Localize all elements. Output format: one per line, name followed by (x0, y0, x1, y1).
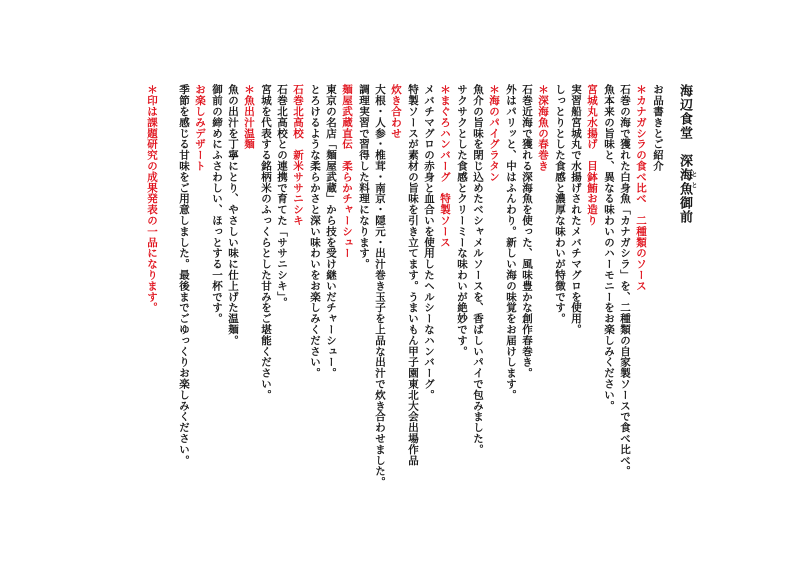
item-heading: ＊まぐろハンバーグ 特製ソース (439, 84, 451, 248)
item-description: メバチマグロの赤身と血合いを使用したヘルシーなハンバーグ。 (423, 84, 435, 401)
item-description: 調理実習で習得した料理になります。 (358, 84, 370, 270)
item-description: 実習船宮城丸で水揚げされたメバチマグロを使用。 (570, 84, 582, 335)
item-description: 魚介の旨味を閉じ込めたベシャメルソースを、香ばしいパイで包みました。 (472, 84, 484, 455)
item-description: 大根・人参・椎茸・南京・隠元・出汁巻き玉子を上品な出汁で炊き合わせました。 (374, 84, 386, 488)
item-description: 魚の出汁を丁寧にとり、やさしい味に仕上げた温麺。 (227, 84, 239, 346)
item-heading: ＊カナガシラの食べ比べ 二種類のソース (635, 84, 647, 292)
footnote: ＊印は課題研究の成果発表の一品になります。 (146, 84, 158, 313)
item-heading: ＊魚出汁温麺 (243, 84, 255, 150)
item-description: とろけるような柔らかさと深い味わいをお楽しみください。 (309, 84, 321, 379)
shop-name: 海辺食堂 (677, 84, 692, 140)
item-heading: 麺屋武蔵直伝 柔らかチャーシュー (341, 84, 353, 259)
intro-line: お品書きとご紹介 (652, 84, 664, 172)
item-heading: ＊深海魚の春巻き (537, 84, 549, 172)
item-description: 外はパリッと、中はふんわり。新しい海の味覚をお届けします。 (505, 84, 517, 401)
item-heading: お楽しみデザート (194, 84, 206, 172)
item-heading: 宮城丸水揚げ 目鉢鮪お造り (586, 84, 598, 226)
item-description: 東京の名店「麺屋武蔵」から技を受け継いだチャーシュー。 (325, 84, 337, 379)
item-description: 石巻近海で獲れる深海魚を使った、風味豊かな創作春巻き。 (521, 84, 533, 379)
item-description: 季節を感じる甘味をご用意しました。最後までごゆっくりお楽しみください。 (178, 84, 190, 466)
item-description: 石巻北高校との連携で育てた「ササニシキ」。 (276, 84, 288, 308)
item-heading: ＊海のパイグラタン (488, 84, 500, 183)
page-title (675, 84, 694, 224)
item-description: 宮城を代表する銘柄米のふっくらとした甘みをご堪能ください。 (260, 84, 272, 401)
item-description: 石巻の海で獲れた白身魚「カナガシラ」を、二種類の自家製ソースで食べ比べ。 (619, 84, 631, 477)
item-description: サクサクとした食感とクリーミーな味わいが絶妙です。 (456, 84, 468, 357)
menu-name: 深海魚御前 (677, 154, 692, 224)
item-description: 特製ソースが素材の旨味を引き立てます。うまいもん甲子園東北大会出場作品 (407, 84, 419, 466)
item-heading: 石巻北高校 新米ササニシキ (292, 84, 304, 226)
item-description: しっとりとした食感と濃厚な味わいが特徴です。 (554, 84, 566, 324)
item-description: 魚本来の旨味と、異なる味わいのハーモニーをお楽しみください。 (603, 84, 615, 411)
ruby-annotation: とと (690, 171, 697, 193)
item-description: 御前の締めにふさわしい、ほっとする一杯です。 (211, 84, 223, 324)
item-heading: 炊き合わせ (390, 84, 402, 139)
